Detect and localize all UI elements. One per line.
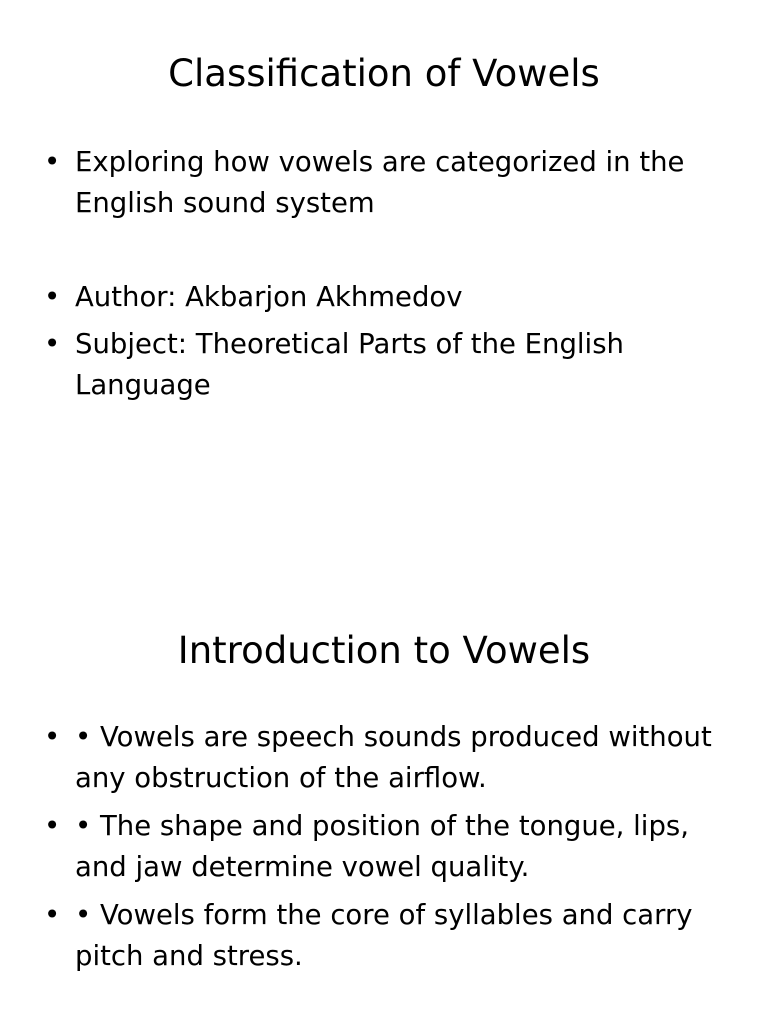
bullet-glyph: • [44,721,61,753]
bullet-item [0,277,768,318]
bullet-text: • The shape and position of the tongue, lips, and jaw determine vowel quality. [75,810,689,883]
bullet-text: Author: Akbarjon Akhmedov [75,281,463,313]
bullet-glyph: • [44,899,61,931]
bullet-item [0,895,768,977]
bullet-glyph: • [44,328,61,360]
bullet-glyph: • [44,146,61,178]
bullet-text: Subject: Theoretical Parts of the English Language [75,328,624,401]
bullet-list [0,142,768,406]
bullet-text: Exploring how vowels are categorized in the English sound system [75,146,685,219]
bullet-item [0,142,768,224]
slide-introduction-to-vowels [0,576,768,1024]
bullet-list [0,717,768,977]
slide-title: Classification of Vowels [168,52,600,95]
bullet-glyph: • [44,810,61,842]
bullet-item [0,324,768,406]
slide-title: Introduction to Vowels [177,629,591,672]
bullet-item [0,717,768,799]
bullet-glyph: • [44,281,61,313]
bullet-text: • Vowels are speech sounds produced without any obstruction of the airflow. [75,721,712,794]
bullet-text: • Vowels form the core of syllables and carry pitch and stress. [75,899,693,972]
bullet-item [0,806,768,888]
